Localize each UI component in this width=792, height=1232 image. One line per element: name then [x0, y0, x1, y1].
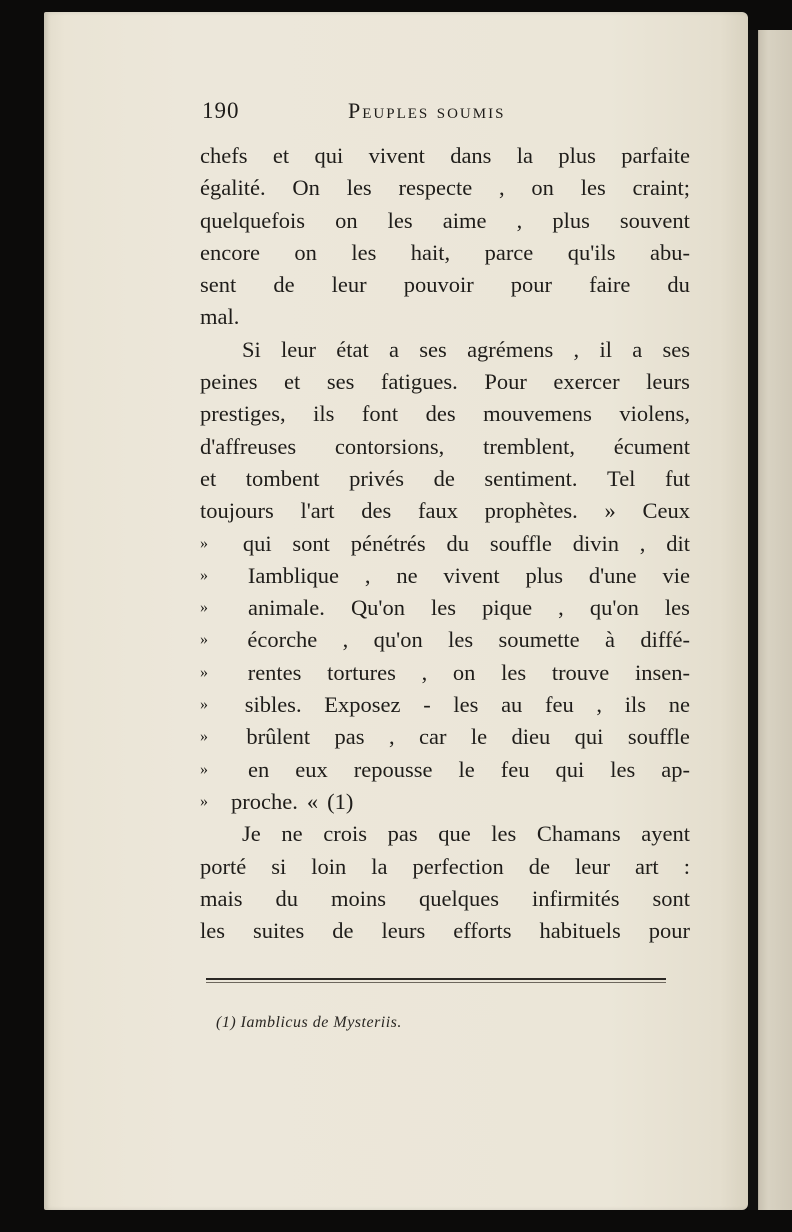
footnote-rule: [206, 978, 666, 980]
text-line: les suites de leurs efforts habituels pour: [200, 918, 690, 944]
running-title: Peuples soumis: [348, 98, 506, 123]
text-line: sent de leur pouvoir pour faire du: [200, 272, 690, 298]
body-text: [200, 140, 690, 947]
text-line: prestiges, ils font des mouvemens violens,: [200, 401, 690, 427]
text-line: » en eux repousse le feu qui les ap-: [200, 756, 690, 782]
text-line: » proche. « (1): [200, 788, 354, 814]
text-line: quelquefois on les aime , plus souvent: [200, 207, 690, 233]
text-line: porté si loin la perfection de leur art :: [200, 853, 690, 879]
text-line: encore on les hait, parce qu'ils abu-: [200, 239, 690, 265]
text-line: » écorche , qu'on les soumette à diffé-: [200, 627, 690, 653]
footnote: (1) Iamblicus de Mysteriis.: [216, 1014, 402, 1031]
text-line: » qui sont pénétrés du souffle divin , dit: [200, 530, 690, 556]
text-line: Si leur état a ses agrémens , il a ses: [242, 336, 690, 362]
text-line: » sibles. Exposez - les au feu , ils ne: [200, 692, 690, 718]
text-line: » rentes tortures , on les trouve insen-: [200, 659, 690, 685]
text-line: d'affreuses contorsions, tremblent, écument: [200, 433, 690, 459]
text-line: égalité. On les respecte , on les craint;: [200, 175, 690, 201]
page-number: 190: [202, 98, 240, 123]
gutter-shadow: [748, 30, 758, 1210]
footnote-rule-thin: [206, 982, 666, 983]
text-line: chefs et qui vivent dans la plus parfaite: [200, 143, 690, 168]
text-line: mal.: [200, 304, 240, 330]
text-line: » Iamblique , ne vivent plus d'une vie: [200, 562, 690, 588]
text-line: toujours l'art des faux prophètes. » Ceux: [200, 498, 690, 524]
text-line: » brûlent pas , car le dieu qui souffle: [200, 724, 690, 750]
text-line: mais du moins quelques infirmités sont: [200, 885, 690, 911]
text-line: peines et ses fatigues. Pour exercer leurs: [200, 369, 690, 395]
next-page-edge: [752, 30, 792, 1210]
text-line: » animale. Qu'on les pique , qu'on les: [200, 595, 690, 621]
page-header: [202, 98, 562, 130]
text-line: Je ne crois pas que les Chamans ayent: [242, 821, 690, 847]
text-line: et tombent privés de sentiment. Tel fut: [200, 465, 690, 491]
